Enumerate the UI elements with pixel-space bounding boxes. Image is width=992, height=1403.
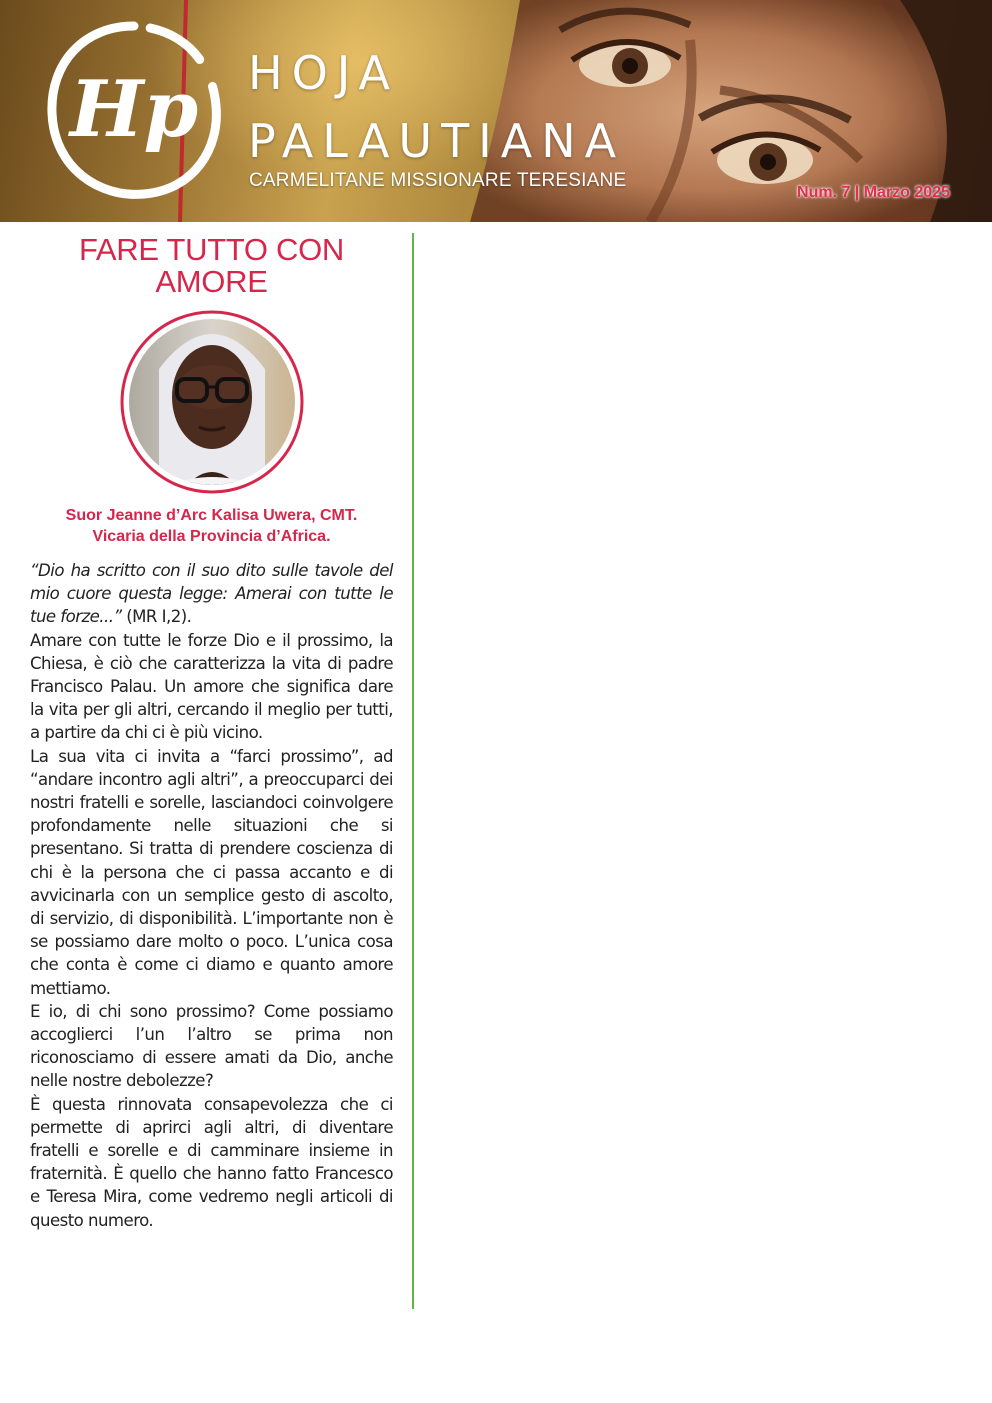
article-quote-paragraph xyxy=(30,559,393,629)
article-column xyxy=(30,234,393,1232)
masthead-title-line2: PALAUTIANA xyxy=(248,114,626,168)
article-quote: “Dio ha scritto con il suo dito sulle tavole del mio cuore questa legge: Amerai con tutte le tue forze...” xyxy=(30,561,393,627)
hp-logo xyxy=(44,18,224,203)
author-name: Suor Jeanne d’Arc Kalisa Uwera, CMT. xyxy=(65,507,358,524)
author-role: Vicaria della Provincia d’Africa. xyxy=(92,528,331,545)
article-paragraph: Amare con tutte le forze Dio e il prossimo, la Chiesa, è ciò che caratterizza la vita di padre Francisco Palau. Un amore che significa dare la vita per gli altri, cercando il meglio per tutti, a partire da chi ci è più vicino. xyxy=(30,630,393,743)
article-headline: FARE TUTTO CON AMORE xyxy=(78,232,345,299)
logo-text: Hp xyxy=(69,64,199,155)
header-banner xyxy=(0,0,992,222)
author-block xyxy=(30,505,393,547)
article-quote-reference: (MR I,2). xyxy=(121,607,192,627)
article-paragraph: È questa rinnovata consapevolezza che ci permette di aprirci agli altri, di diventare fratelli e sorelle e di camminare insieme in fraternità. È quello che hanno fatto Francesco e Teresa Mira, come vedremo negli articoli di questo numero. xyxy=(30,1094,393,1230)
column-divider xyxy=(412,233,414,1309)
article-paragraph: La sua vita ci invita a “farci prossimo”, ad “andare incontro agli altri”, a preoccuparci dei nostri fratelli e sorelle, lasciandoci coinvolgere profondamente nelle situazioni che si presentano. Si tratta di prendere coscienza di chi è la persona che ci passa accanto e di avvicinarla con un semplice gesto di ascolto, di servizio, di disponibilità. L’importante non è se possiamo dare molto o poco. L’unica cosa che conta è come ci diamo e quanto amore mettiamo. xyxy=(30,746,393,998)
masthead-subtitle: CARMELITANE MISSIONARE TERESIANE xyxy=(249,170,627,191)
author-portrait xyxy=(119,309,305,495)
article-paragraph: E io, di chi sono prossimo? Come possiamo accoglierci l’un l’altro se prima non riconosciamo di essere amati da Dio, anche nelle nostre debolezze? xyxy=(30,1001,393,1091)
article-body xyxy=(30,559,393,1232)
issue-number: Num. 7 | Marzo 2025 xyxy=(797,184,950,201)
masthead-title-line1: HOJA xyxy=(248,46,400,100)
